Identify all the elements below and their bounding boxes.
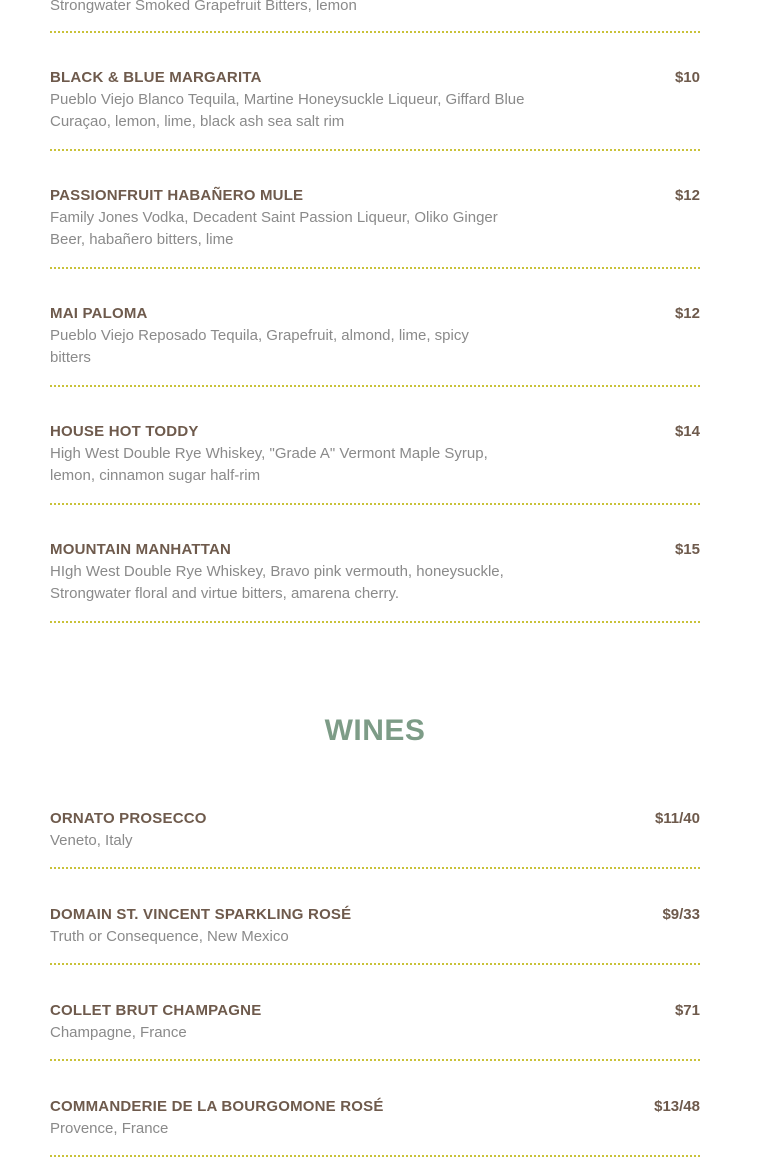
menu-item	[50, 185, 700, 251]
item-name: COLLET BRUT CHAMPAGNE	[50, 1002, 262, 1019]
divider	[50, 385, 700, 387]
menu-item	[50, 1096, 700, 1140]
divider	[50, 963, 700, 965]
divider	[50, 31, 700, 33]
partial-item-description: Strongwater Smoked Grapefruit Bitters, lemon	[50, 0, 357, 14]
item-price: $12	[674, 305, 700, 322]
item-name: MAI PALOMA	[50, 305, 148, 322]
divider	[50, 1059, 700, 1061]
item-description: Truth or Consequence, New Mexico	[50, 928, 289, 945]
menu-item	[50, 808, 700, 852]
menu-item	[50, 904, 700, 948]
item-price: $9/33	[662, 906, 700, 923]
item-name: HOUSE HOT TODDY	[50, 423, 199, 440]
item-name: PASSIONFRUIT HABAÑERO MULE	[50, 187, 304, 204]
item-price: $13/48	[654, 1098, 700, 1115]
divider	[50, 867, 700, 869]
item-price: $71	[674, 1002, 700, 1019]
item-price: $12	[674, 187, 700, 204]
item-description-line: Curaçao, lemon, lime, black ash sea salt rim	[50, 113, 345, 130]
item-description-line: HIgh West Double Rye Whiskey, Bravo pink vermouth, honeysuckle,	[50, 563, 504, 580]
menu-item	[50, 421, 700, 487]
item-description-line: High West Double Rye Whiskey, "Grade A" Vermont Maple Syrup,	[50, 445, 488, 462]
divider	[50, 503, 700, 505]
item-description-line: lemon, cinnamon sugar half-rim	[50, 467, 261, 484]
item-description-line: bitters	[50, 349, 91, 366]
divider	[50, 621, 700, 623]
divider	[50, 1155, 700, 1157]
item-description: Provence, France	[50, 1120, 169, 1137]
item-price: $15	[674, 541, 700, 558]
divider	[50, 267, 700, 269]
item-description-line: Pueblo Viejo Blanco Tequila, Martine Honeysuckle Liqueur, Giffard Blue	[50, 91, 525, 108]
item-description-line: Family Jones Vodka, Decadent Saint Passion Liqueur, Oliko Ginger	[50, 209, 498, 226]
item-name: ORNATO PROSECCO	[50, 810, 207, 827]
menu-item	[50, 539, 700, 605]
item-description-line: Beer, habañero bitters, lime	[50, 231, 234, 248]
menu-item	[50, 67, 700, 133]
section-title-wines: WINES	[324, 714, 426, 747]
item-price: $11/40	[654, 810, 700, 827]
item-description-line: Pueblo Viejo Reposado Tequila, Grapefruit, almond, lime, spicy	[50, 327, 469, 344]
item-description: Champagne, France	[50, 1024, 187, 1041]
menu-item	[50, 303, 700, 369]
item-description-line: Strongwater floral and virtue bitters, amarena cherry.	[50, 585, 400, 602]
item-price: $14	[674, 423, 700, 440]
item-name: COMMANDERIE DE LA BOURGOMONE ROSÉ	[50, 1098, 384, 1115]
item-name: DOMAIN ST. VINCENT SPARKLING ROSÉ	[50, 906, 352, 923]
item-price: $10	[674, 69, 700, 86]
menu-item	[50, 1000, 700, 1044]
item-name: BLACK & BLUE MARGARITA	[50, 69, 262, 86]
divider	[50, 149, 700, 151]
item-description: Veneto, Italy	[50, 832, 133, 849]
item-name: MOUNTAIN MANHATTAN	[50, 541, 232, 558]
